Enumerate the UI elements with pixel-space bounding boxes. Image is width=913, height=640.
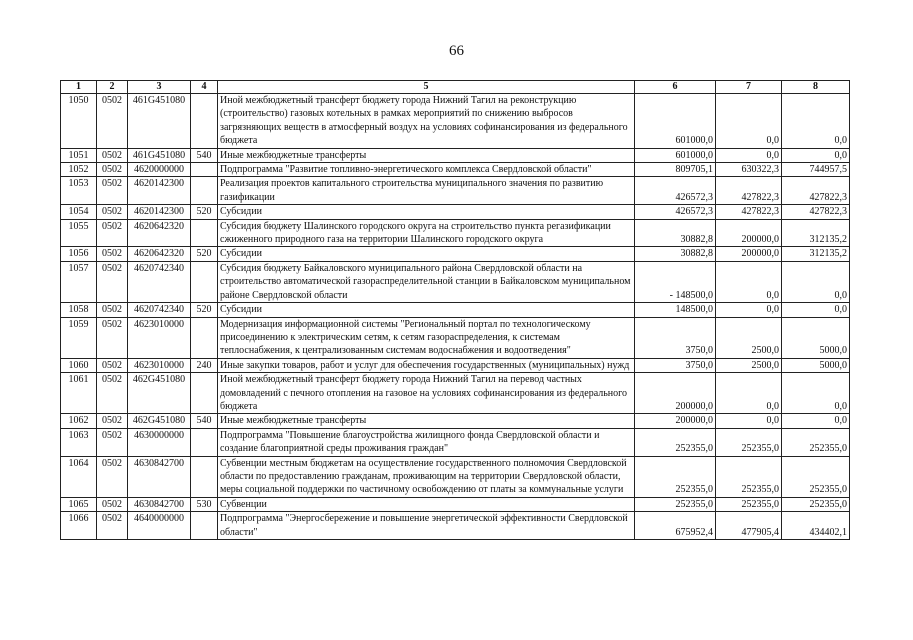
section-code-cell: 0502 [97,94,128,149]
col-header-8: 8 [782,81,850,94]
row-number-cell: 1054 [61,205,97,219]
item-name-cell: Иные закупки товаров, работ и услуг для обеспечения государственных (муниципальных) нужд [218,358,635,372]
amount-col8-cell: 252355,0 [782,456,850,497]
row-number-cell: 1055 [61,219,97,247]
row-number-cell: 1059 [61,317,97,358]
target-article-cell: 4630842700 [128,497,191,511]
row-number-cell: 1065 [61,497,97,511]
row-number-cell: 1056 [61,247,97,261]
amount-col7-cell: 477905,4 [716,512,782,540]
amount-col7-cell: 0,0 [716,148,782,162]
amount-col6-cell: 30882,8 [635,247,716,261]
col-header-7: 7 [716,81,782,94]
row-number-cell: 1050 [61,94,97,149]
section-code-cell: 0502 [97,247,128,261]
expense-kind-cell [191,177,218,205]
amount-col6-cell: 252355,0 [635,428,716,456]
amount-col6-cell: 148500,0 [635,303,716,317]
budget-table [60,80,850,540]
table-row [61,94,850,149]
amount-col6-cell: 601000,0 [635,148,716,162]
target-article-cell: 4640000000 [128,512,191,540]
expense-kind-cell [191,428,218,456]
section-code-cell: 0502 [97,497,128,511]
page-number: 66 [449,43,464,59]
section-code-cell: 0502 [97,428,128,456]
amount-col6-cell: - 148500,0 [635,261,716,302]
amount-col6-cell: 200000,0 [635,414,716,428]
amount-col7-cell: 252355,0 [716,497,782,511]
amount-col7-cell: 200000,0 [716,219,782,247]
amount-col8-cell: 0,0 [782,261,850,302]
item-name-cell: Субсидии [218,247,635,261]
item-name-cell: Подпрограмма "Развитие топливно-энергетического комплекса Свердловской области" [218,163,635,177]
item-name-cell: Модернизация информационной системы "Региональный портал по технологическому присоединению к электрическим сетям, к сетям газораспределения, к системам теплоснабжения, к централизованным системам водоснабжения и водоотведения" [218,317,635,358]
amount-col7-cell: 252355,0 [716,428,782,456]
amount-col8-cell: 0,0 [782,148,850,162]
item-name-cell: Субвенции [218,497,635,511]
item-name-cell: Субсидии [218,205,635,219]
section-code-cell: 0502 [97,261,128,302]
amount-col8-cell: 434402,1 [782,512,850,540]
target-article-cell: 4620000000 [128,163,191,177]
row-number-cell: 1052 [61,163,97,177]
table-row [61,163,850,177]
section-code-cell: 0502 [97,148,128,162]
target-article-cell: 4620642320 [128,247,191,261]
table-row [61,512,850,540]
expense-kind-cell: 540 [191,148,218,162]
amount-col8-cell: 427822,3 [782,205,850,219]
section-code-cell: 0502 [97,373,128,414]
target-article-cell: 461G451080 [128,94,191,149]
item-name-cell: Субвенции местным бюджетам на осуществление государственного полномочия Свердловской области по предоставлению гражданам, проживающим на территории Свердловской области, меры социальной поддержки по частичному освобождению от платы за коммунальные услуги [218,456,635,497]
item-name-cell: Иной межбюджетный трансферт бюджету города Нижний Тагил на реконструкцию (строительство) газовых котельных в рамках мероприятий по снижению выбросов загрязняющих веществ в атмосферный воздух на условиях софинансирования из федерального бюджета [218,94,635,149]
amount-col6-cell: 252355,0 [635,497,716,511]
expense-kind-cell [191,94,218,149]
amount-col7-cell: 0,0 [716,373,782,414]
item-name-cell: Субсидия бюджету Шалинского городского округа на строительство пункта регазификации сжиженного природного газа на территории Шалинского городского округа [218,219,635,247]
col-header-6: 6 [635,81,716,94]
table-row [61,247,850,261]
target-article-cell: 462G451080 [128,373,191,414]
amount-col8-cell: 0,0 [782,94,850,149]
item-name-cell: Подпрограмма "Повышение благоустройства жилищного фонда Свердловской области и создание благоприятной среды проживания граждан" [218,428,635,456]
target-article-cell: 4630000000 [128,428,191,456]
table-row [61,317,850,358]
amount-col8-cell: 5000,0 [782,317,850,358]
amount-col8-cell: 312135,2 [782,219,850,247]
section-code-cell: 0502 [97,456,128,497]
amount-col8-cell: 0,0 [782,414,850,428]
item-name-cell: Субсидия бюджету Байкаловского муниципального района Свердловской области на строительство автоматической газораспределительной станции в Байкаловском муниципальном районе Свердловской области [218,261,635,302]
amount-col6-cell: 200000,0 [635,373,716,414]
target-article-cell: 4623010000 [128,317,191,358]
amount-col7-cell: 0,0 [716,261,782,302]
amount-col6-cell: 30882,8 [635,219,716,247]
amount-col7-cell: 0,0 [716,303,782,317]
amount-col6-cell: 3750,0 [635,317,716,358]
row-number-cell: 1058 [61,303,97,317]
col-header-2: 2 [97,81,128,94]
table-row [61,497,850,511]
row-number-cell: 1060 [61,358,97,372]
section-code-cell: 0502 [97,205,128,219]
col-header-3: 3 [128,81,191,94]
amount-col7-cell: 427822,3 [716,205,782,219]
expense-kind-cell [191,456,218,497]
amount-col8-cell: 744957,5 [782,163,850,177]
amount-col7-cell: 427822,3 [716,177,782,205]
amount-col7-cell: 2500,0 [716,358,782,372]
table-row [61,303,850,317]
amount-col8-cell: 427822,3 [782,177,850,205]
col-header-4: 4 [191,81,218,94]
table-row [61,414,850,428]
table-row [61,373,850,414]
section-code-cell: 0502 [97,317,128,358]
amount-col6-cell: 601000,0 [635,94,716,149]
expense-kind-cell: 520 [191,247,218,261]
amount-col8-cell: 0,0 [782,373,850,414]
target-article-cell: 462G451080 [128,414,191,428]
amount-col6-cell: 426572,3 [635,177,716,205]
header-row [61,81,850,94]
row-number-cell: 1053 [61,177,97,205]
target-article-cell: 4630842700 [128,456,191,497]
amount-col8-cell: 0,0 [782,303,850,317]
target-article-cell: 4623010000 [128,358,191,372]
expense-kind-cell: 520 [191,303,218,317]
amount-col6-cell: 426572,3 [635,205,716,219]
amount-col7-cell: 0,0 [716,414,782,428]
row-number-cell: 1057 [61,261,97,302]
section-code-cell: 0502 [97,177,128,205]
item-name-cell: Реализация проектов капитального строительства муниципального значения по развитию газификации [218,177,635,205]
target-article-cell: 4620142300 [128,177,191,205]
table-row [61,456,850,497]
amount-col8-cell: 252355,0 [782,497,850,511]
target-article-cell: 4620142300 [128,205,191,219]
col-header-5: 5 [218,81,635,94]
target-article-cell: 4620642320 [128,219,191,247]
expense-kind-cell: 540 [191,414,218,428]
section-code-cell: 0502 [97,358,128,372]
section-code-cell: 0502 [97,163,128,177]
expense-kind-cell [191,373,218,414]
amount-col6-cell: 252355,0 [635,456,716,497]
section-code-cell: 0502 [97,303,128,317]
row-number-cell: 1061 [61,373,97,414]
section-code-cell: 0502 [97,219,128,247]
table-row [61,148,850,162]
item-name-cell: Субсидии [218,303,635,317]
target-article-cell: 461G451080 [128,148,191,162]
row-number-cell: 1063 [61,428,97,456]
row-number-cell: 1064 [61,456,97,497]
table-row [61,177,850,205]
expense-kind-cell [191,163,218,177]
expense-kind-cell [191,317,218,358]
expense-kind-cell: 530 [191,497,218,511]
target-article-cell: 4620742340 [128,303,191,317]
item-name-cell: Иной межбюджетный трансферт бюджету города Нижний Тагил на перевод частных домовладений с печного отопления на газовое на условиях софинансирования из федерального бюджета [218,373,635,414]
expense-kind-cell: 240 [191,358,218,372]
row-number-cell: 1062 [61,414,97,428]
expense-kind-cell: 520 [191,205,218,219]
item-name-cell: Подпрограмма "Энергосбережение и повышение энергетической эффективности Свердловской области" [218,512,635,540]
amount-col7-cell: 2500,0 [716,317,782,358]
amount-col7-cell: 200000,0 [716,247,782,261]
amount-col8-cell: 5000,0 [782,358,850,372]
section-code-cell: 0502 [97,414,128,428]
row-number-cell: 1051 [61,148,97,162]
table-row [61,205,850,219]
expense-kind-cell [191,219,218,247]
target-article-cell: 4620742340 [128,261,191,302]
table-row [61,428,850,456]
amount-col7-cell: 630322,3 [716,163,782,177]
amount-col8-cell: 252355,0 [782,428,850,456]
amount-col8-cell: 312135,2 [782,247,850,261]
amount-col6-cell: 3750,0 [635,358,716,372]
table-row [61,358,850,372]
expense-kind-cell [191,261,218,302]
table-row [61,261,850,302]
expense-kind-cell [191,512,218,540]
table-body [61,94,850,540]
col-header-1: 1 [61,81,97,94]
section-code-cell: 0502 [97,512,128,540]
amount-col7-cell: 252355,0 [716,456,782,497]
row-number-cell: 1066 [61,512,97,540]
item-name-cell: Иные межбюджетные трансферты [218,414,635,428]
item-name-cell: Иные межбюджетные трансферты [218,148,635,162]
amount-col6-cell: 675952,4 [635,512,716,540]
table-row [61,219,850,247]
amount-col7-cell: 0,0 [716,94,782,149]
amount-col6-cell: 809705,1 [635,163,716,177]
